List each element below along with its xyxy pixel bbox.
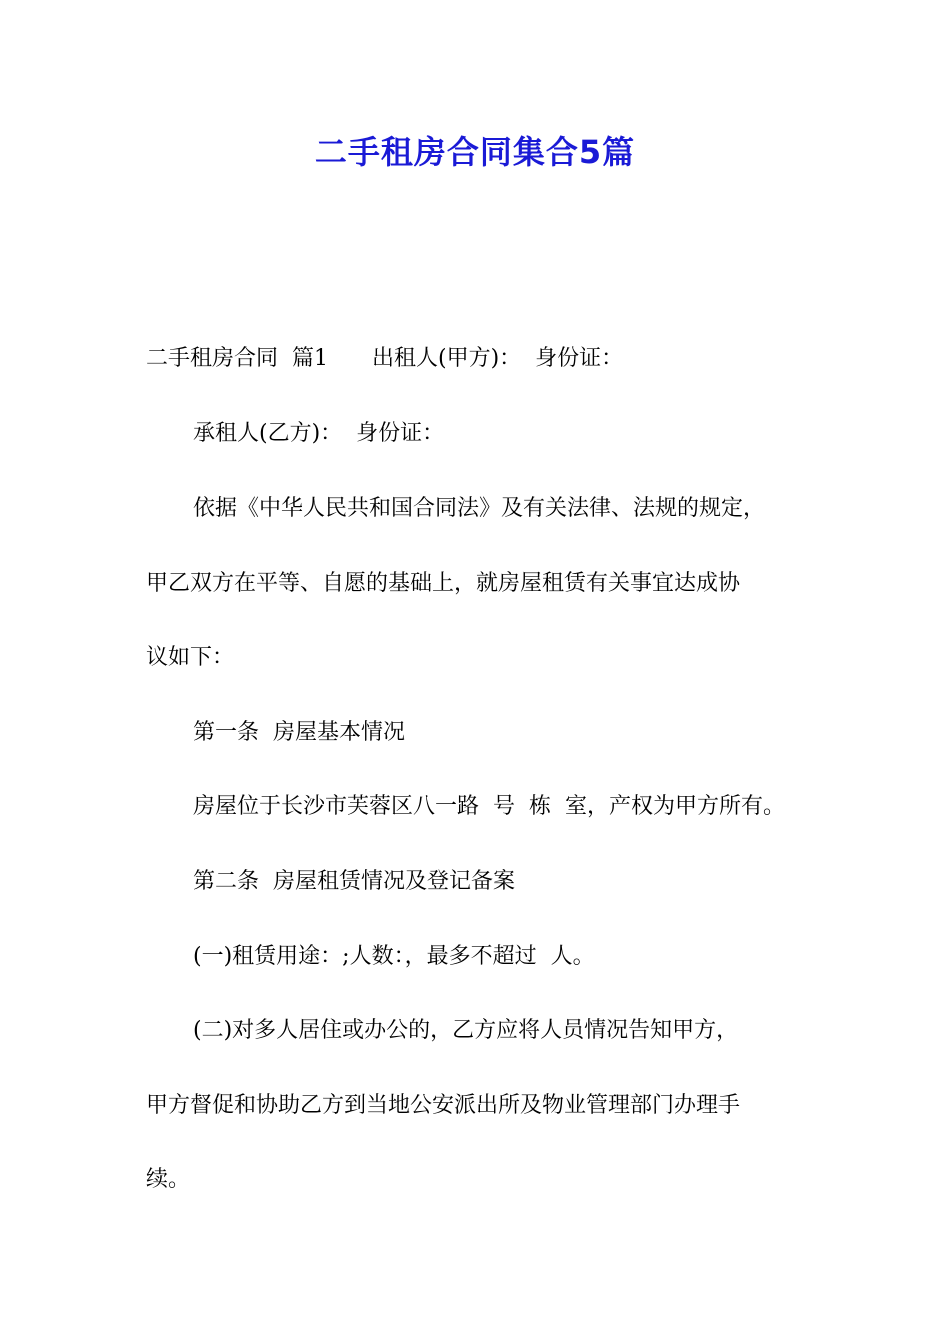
- lessor-line: 出租人(甲方)： 身份证：: [371, 346, 624, 371]
- paragraph-line: 甲乙双方在平等、自愿的基础上，就房屋租赁有关事宜达成协: [146, 571, 741, 596]
- paragraph-line: 甲方督促和协助乙方到当地公安派出所及物业管理部门办理手: [146, 1093, 741, 1118]
- paragraph-line: (二)对多人居住或办公的，乙方应将人员情况告知甲方，: [193, 1018, 739, 1043]
- article-heading: 第二条 房屋租赁情况及登记备案: [193, 869, 515, 894]
- document-title: 二手租房合同集合5篇: [314, 133, 636, 171]
- contract-section-label: 二手租房合同 篇1: [146, 346, 328, 371]
- paragraph-line: 续。: [146, 1167, 191, 1192]
- paragraph-line: 议如下：: [146, 645, 235, 670]
- paragraph-line: 房屋位于长沙市芙蓉区八一路 号 栋 室，产权为甲方所有。: [193, 794, 785, 819]
- lessee-line: 承租人(乙方)： 身份证：: [193, 421, 445, 446]
- contract-header-line: [146, 339, 623, 379]
- paragraph-line: (一)租赁用途：;人数：，最多不超过 人。: [193, 944, 595, 969]
- article-heading: 第一条 房屋基本情况: [193, 720, 405, 745]
- paragraph-line: 依据《中华人民共和国合同法》及有关法律、法规的规定，: [193, 496, 766, 521]
